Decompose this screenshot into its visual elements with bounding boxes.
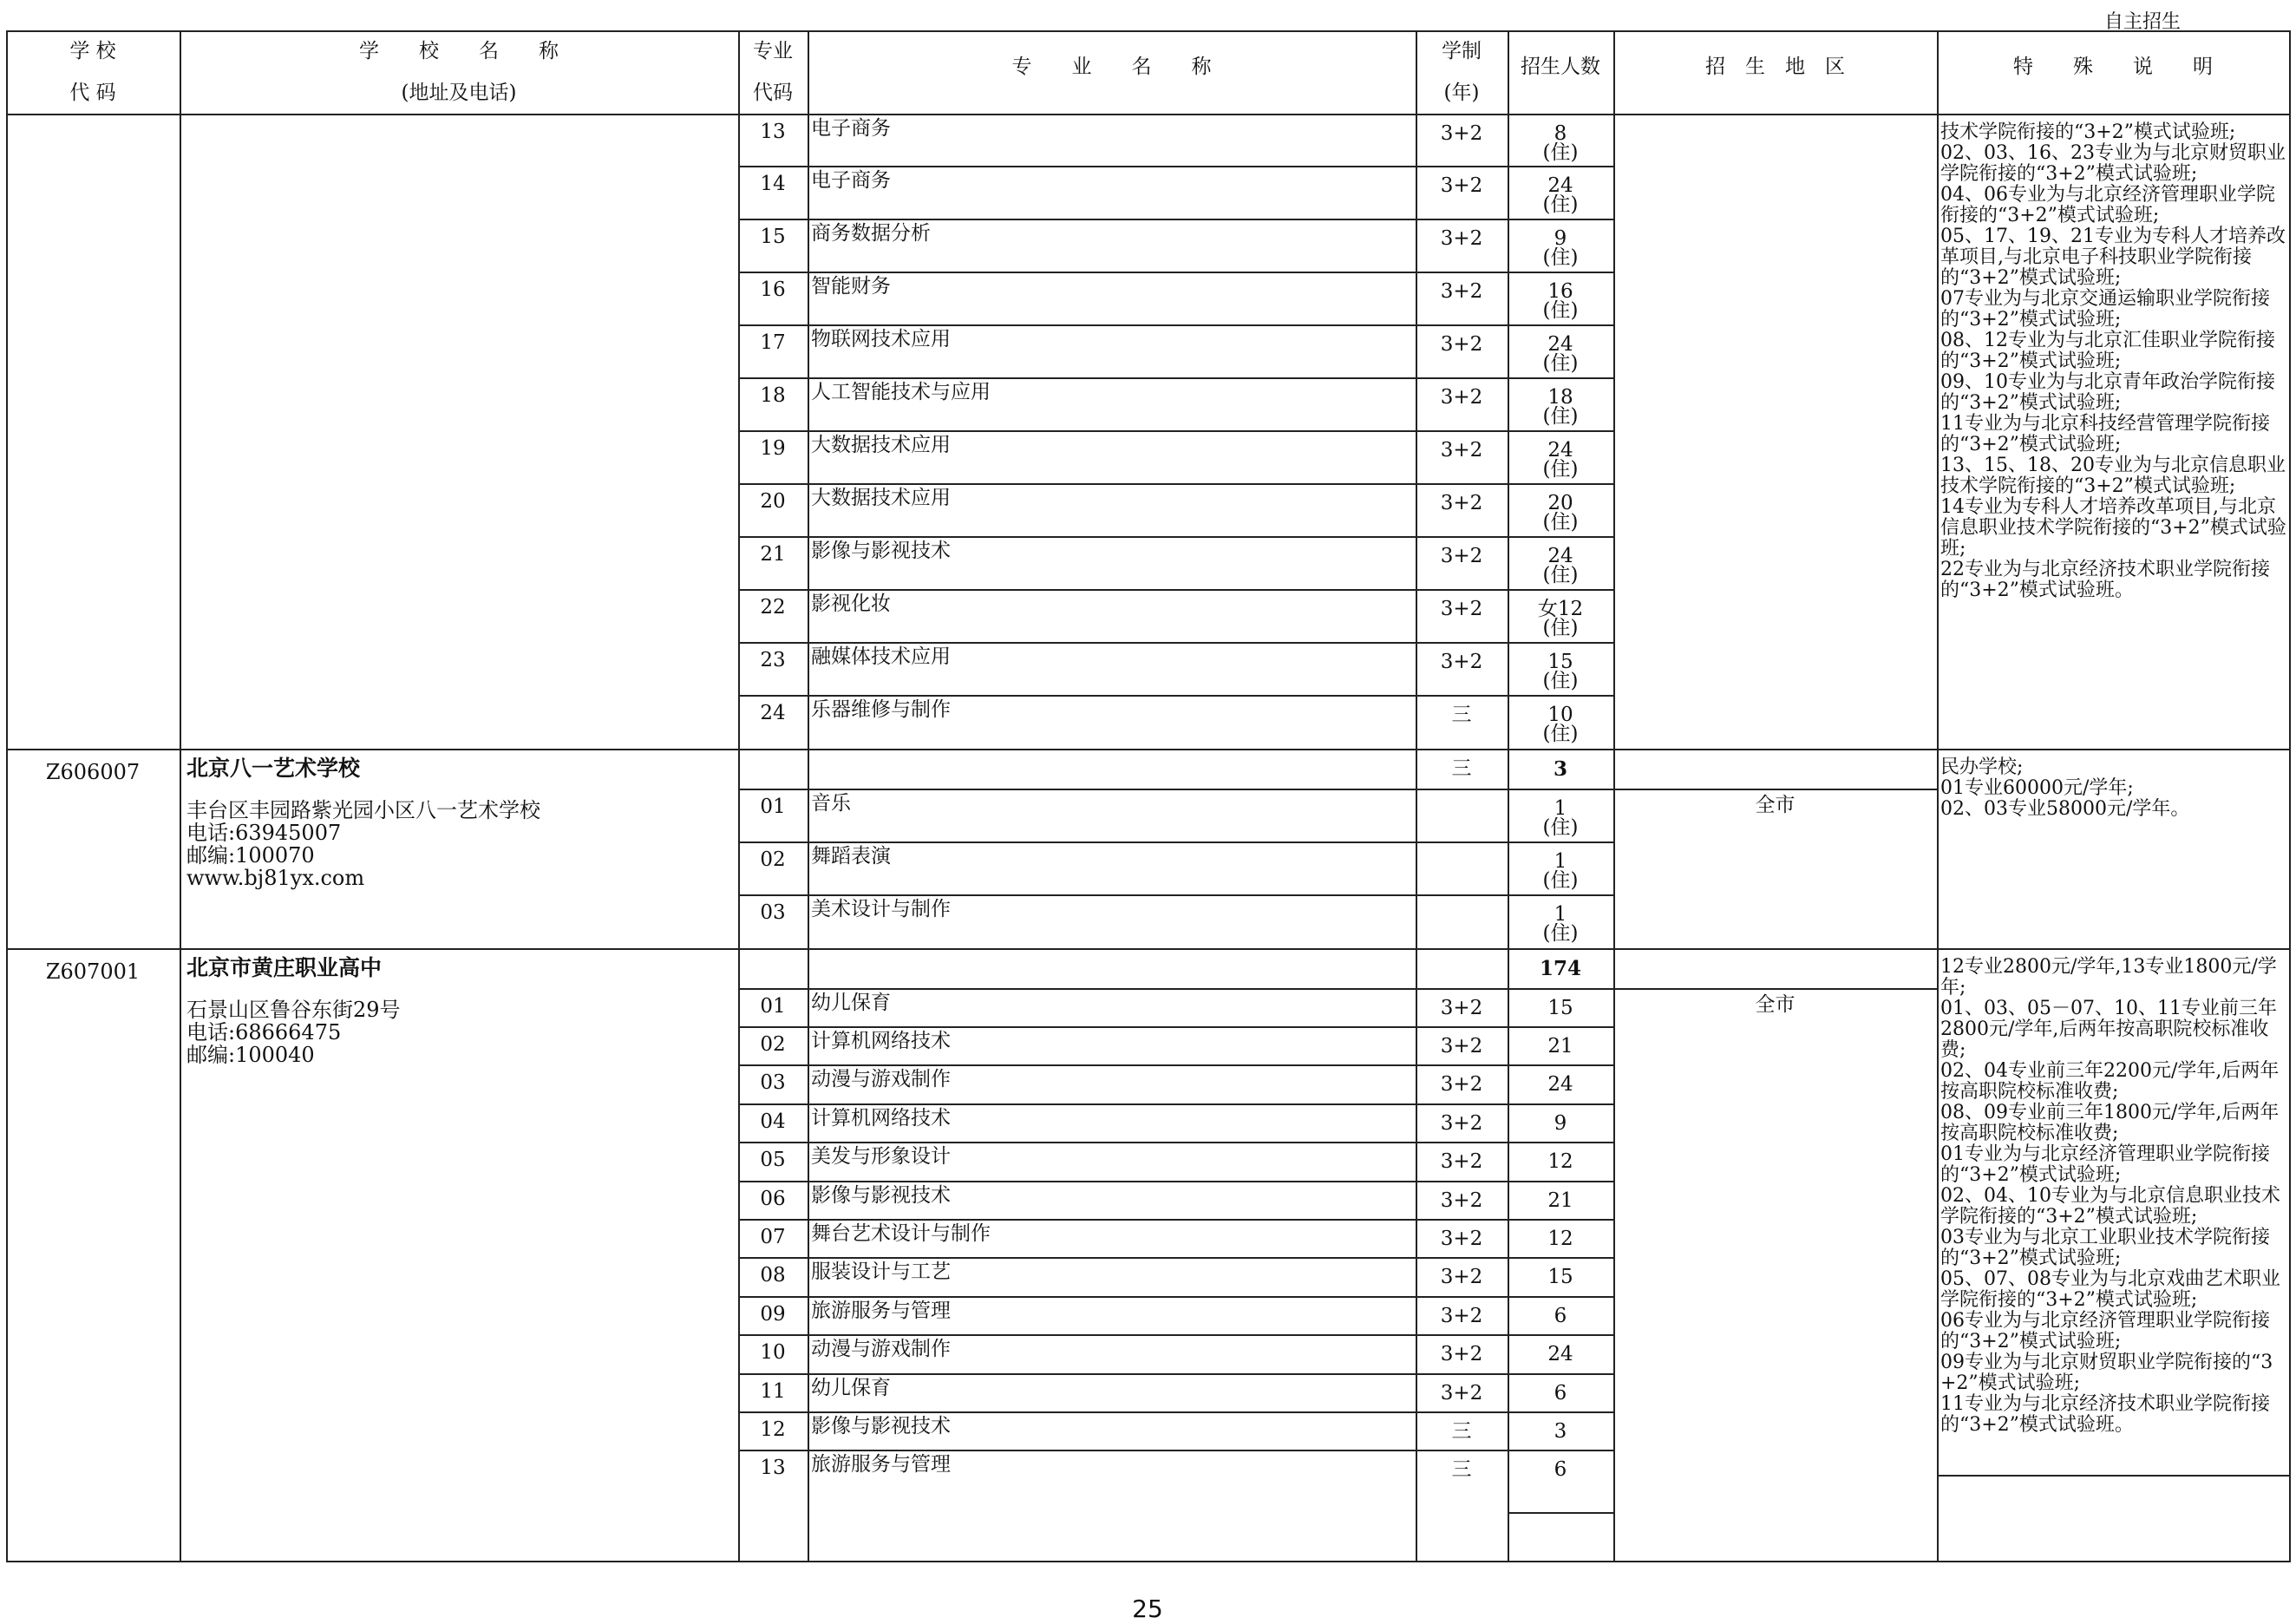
header-school-name-sub: (地址及电话) [401,82,517,104]
major-code: 13 [760,121,786,143]
boarding-note: (住) [1542,246,1579,269]
grid-line-horizontal [738,272,1615,273]
grid-line-horizontal [738,377,1615,379]
boarding-note: (住) [1542,617,1579,639]
header-school-code: 学 校 [69,40,116,62]
major-name: 舞蹈表演 [811,845,891,868]
grid-line-horizontal [738,1296,1615,1298]
major-duration: 3+2 [1440,651,1483,673]
major-code: 15 [760,226,786,248]
page-tag: 自主招生 [2103,11,2181,33]
major-code: 14 [760,173,786,195]
grid-line-horizontal [738,988,1615,990]
special-notes: 技术学院衔接的“3+2”模式试验班; 02、03、16、23专业为与北京财贸职业学院衔接的“3+2”模式试验班; 04、06专业为与北京经济管理职业学院衔接的“3+2”模式试验班; 05、17、19、21专业为专科人才培养改革项目,与北京电子科技职业学院衔接的“3+2”模式试验班; 07专业为与北京交通运输职业学院衔接的“3+2”模式试验班; 08、12专业为与北京汇佳职业学院衔接的“3+2”模式试验班; 09、10专业为与北京青年政治学院衔接的“3+2”模式试验班; 11专业为与北京科技经营管理学院衔接的“3+2”模式试验班; 13、15、18、20专业为与北京信息职业技术学院衔接的“3+2”模式试验班; 14专业为专科人才培养改革项目,与北京信息职业技术学院衔接的“3+2”模式试验班; 22专业为与北京经济技术职业学院衔接的“3+2”模式试验班。 [1940,121,2286,601]
enrollment-count: 24 [1547,174,1573,197]
header-duration-sub: (年) [1443,82,1480,104]
major-code: 23 [760,649,786,671]
header-notes: 特 殊 说 明 [2013,56,2213,78]
enrollment-count: 18 [1547,386,1573,409]
boarding-note: (住) [1542,193,1579,216]
boarding-note: (住) [1542,141,1579,164]
major-name: 服装设计与工艺 [811,1261,951,1283]
major-code: 12 [760,1418,786,1441]
grid-line-horizontal [738,1411,1615,1413]
major-code: 02 [760,848,786,871]
header-duration: 学制 [1442,40,1482,62]
enrollment-count: 12 [1547,1228,1573,1250]
school-address-line: 电话:68666475 [186,1020,342,1044]
school-name: 北京八一艺术学校 [186,756,361,781]
grid-line-horizontal [1613,988,1939,990]
school-address-line: 电话:63945007 [186,821,342,845]
header-major-code-sub: 代码 [753,82,793,104]
header-region: 招 生 地 区 [1705,56,1845,78]
major-name: 动漫与游戏制作 [811,1338,951,1360]
boarding-note: (住) [1542,723,1579,745]
major-duration: 3+2 [1440,174,1483,197]
grid-line-horizontal [1508,1512,1615,1514]
major-name: 融媒体技术应用 [811,645,951,668]
school-info [186,757,540,889]
enrollment-count: 6 [1554,1305,1567,1327]
grid-line-horizontal [738,642,1615,644]
major-name: 电子商务 [811,169,891,192]
major-name: 音乐 [811,792,851,815]
header-enrollment: 招生人数 [1521,56,1600,78]
major-name: 幼儿保育 [811,992,891,1014]
grid-line-horizontal [738,1334,1615,1336]
grid-line-horizontal [738,1064,1615,1066]
major-duration: 3+2 [1440,1189,1483,1212]
grid-line-horizontal [738,789,1615,790]
major-name: 计算机网络技术 [811,1030,951,1052]
header-major-name: 专 业 名 称 [1011,56,1212,78]
major-name: 物联网技术应用 [811,328,951,350]
major-name: 舞台艺术设计与制作 [811,1222,991,1245]
boarding-note: (住) [1542,458,1579,481]
major-duration: 三 [1451,704,1472,726]
major-name: 旅游服务与管理 [811,1453,951,1476]
grid-line-horizontal [6,948,2291,950]
enrollment-count: 9 [1554,1112,1567,1135]
major-duration: 3+2 [1440,1382,1483,1405]
major-name: 计算机网络技术 [811,1107,951,1130]
grid-line-horizontal [1613,789,1939,790]
school-address-line: 石景山区鲁谷东街29号 [186,998,401,1022]
major-code: 01 [760,796,786,818]
major-code: 19 [760,437,786,460]
grid-line-horizontal [738,1257,1615,1259]
enrollment-count: 8 [1554,122,1567,145]
grid-line-horizontal [738,1142,1615,1143]
grid-line-horizontal [738,1181,1615,1182]
major-code: 05 [760,1149,786,1171]
major-duration: 3+2 [1440,386,1483,409]
major-name: 旅游服务与管理 [811,1300,951,1322]
major-code: 18 [760,384,786,407]
major-duration: 3+2 [1440,598,1483,620]
special-notes: 民办学校; 01专业60000元/学年; 02、03专业58000元/学年。 [1940,756,2190,820]
grid-line-vertical [1416,30,1417,1561]
major-code: 21 [760,543,786,566]
header-school-name: 学 校 名 称 [359,40,559,62]
major-duration: 3+2 [1440,439,1483,462]
boarding-note: (住) [1542,816,1579,839]
grid-line-horizontal [738,430,1615,432]
school-address-line: www.bj81yx.com [186,866,365,890]
enrollment-count: 24 [1547,1343,1573,1365]
grid-line-horizontal [738,166,1615,167]
header-major-code: 专业 [753,40,793,62]
enrollment-count: 24 [1547,545,1573,567]
major-duration: 3+2 [1440,1305,1483,1327]
major-name: 影像与影视技术 [811,1184,951,1207]
header-school-code-sub: 代 码 [69,82,116,104]
grid-line-vertical [180,30,181,1561]
major-name: 大数据技术应用 [811,434,951,456]
major-name: 人工智能技术与应用 [811,381,991,403]
major-name: 影视化妆 [811,593,891,615]
boarding-note: (住) [1542,564,1579,586]
grid-line-horizontal [738,536,1615,538]
major-code: 08 [760,1264,786,1287]
special-notes: 12专业2800元/学年,13专业1800元/学年; 01、03、05－07、10、11专业前三年2800元/学年,后两年按高职院校标准收费; 02、04专业前三年2200元/学年,后两年按高职院校标准收费; 08、09专业前三年1800元/学年,后两年按高职院校标准收费; 01专业为与北京经济管理职业学院衔接的“3+2”模式试验班; 02、04、10专业为与北京信息职业技术学院衔接的“3+2”模式试验班; 03专业为与北京工业职业技术学院衔接的“3+2”模式试验班; 05、07、08专业为与北京戏曲艺术职业学院衔接的“3+2”模式试验班; 06专业为与北京经济管理职业学院衔接的“3+2”模式试验班; 09专业为与北京财贸职业学院衔接的“3+2”模式试验班; 11专业为与北京经济技术职业学院衔接的“3+2”模式试验班。 [1940,956,2280,1436]
major-code: 03 [760,1071,786,1094]
grid-line-vertical [738,30,740,1561]
major-duration: 3+2 [1440,997,1483,1019]
major-code: 10 [760,1341,786,1364]
enrollment-count: 女12 [1537,598,1584,620]
major-duration: 3+2 [1440,227,1483,250]
major-name: 影像与影视技术 [811,1415,951,1437]
major-duration: 3+2 [1440,1112,1483,1135]
enrollment-count: 9 [1554,227,1567,250]
grid-line-horizontal [738,841,1615,843]
boarding-note: (住) [1542,922,1579,945]
enrollment-count: 15 [1547,997,1573,1019]
boarding-note: (住) [1542,299,1579,322]
grid-line-horizontal [738,894,1615,896]
enrollment-count: 21 [1547,1035,1573,1058]
grid-line-horizontal [6,749,2291,750]
major-code: 06 [760,1188,786,1210]
major-code: 22 [760,596,786,619]
major-code: 09 [760,1303,786,1326]
boarding-note: (住) [1542,670,1579,692]
major-code: 02 [760,1033,786,1056]
grid-line-vertical [808,30,809,1561]
major-duration: 3+2 [1440,1266,1483,1288]
major-name: 影像与影视技术 [811,540,951,562]
major-duration: 3+2 [1440,545,1483,567]
enrollment-count: 15 [1547,651,1573,673]
school-address-line: 邮编:100040 [186,1043,315,1067]
major-name: 美发与形象设计 [811,1145,951,1168]
major-name: 电子商务 [811,117,891,140]
enrollment-count: 24 [1547,439,1573,462]
major-duration: 3+2 [1440,1073,1483,1096]
enrollment-count: 15 [1547,1266,1573,1288]
major-code: 04 [760,1110,786,1133]
major-duration: 3+2 [1440,333,1483,356]
school-address-line: 丰台区丰园路紫光园小区八一艺术学校 [186,798,540,822]
major-name: 商务数据分析 [811,222,931,245]
enrollment-count: 1 [1554,903,1567,926]
major-name: 动漫与游戏制作 [811,1068,951,1090]
major-duration: 3+2 [1440,1035,1483,1058]
enrollment-count: 20 [1547,492,1573,514]
region: 全市 [1755,794,1796,816]
grid-line-horizontal [738,324,1615,326]
major-code: 20 [760,490,786,513]
grid-line-horizontal [738,1373,1615,1375]
major-code: 13 [760,1457,786,1479]
school-info [186,957,401,1066]
major-duration: 3+2 [1440,122,1483,145]
enrollment-count: 21 [1547,1189,1573,1212]
major-duration: 3+2 [1440,1150,1483,1173]
enrollment-count: 24 [1547,1073,1573,1096]
major-duration: 三 [1451,1458,1472,1481]
enrollment-count: 1 [1554,850,1567,873]
grid-line-horizontal [1937,1475,2291,1477]
major-name: 幼儿保育 [811,1377,891,1399]
total-enrollment: 174 [1539,957,1581,980]
major-code: 24 [760,702,786,724]
region: 全市 [1755,993,1796,1016]
grid-line-horizontal [738,589,1615,591]
major-code: 03 [760,901,786,924]
boarding-note: (住) [1542,352,1579,375]
major-name: 智能财务 [811,275,891,298]
enrollment-count: 3 [1554,1420,1567,1443]
grid-line-vertical [1937,30,1939,1561]
major-code: 11 [760,1380,786,1403]
enrollment-count: 6 [1554,1382,1567,1405]
major-name: 大数据技术应用 [811,487,951,509]
major-duration: 3+2 [1440,1228,1483,1250]
grid-line-horizontal [738,1219,1615,1221]
boarding-note: (住) [1542,511,1579,534]
grid-line-horizontal [738,1103,1615,1105]
school-address-line: 邮编:100070 [186,843,315,868]
major-duration: 3+2 [1440,492,1483,514]
enrollment-count: 10 [1547,704,1573,726]
grid-line-horizontal [738,1450,1615,1451]
major-duration: 3+2 [1440,280,1483,303]
major-duration: 三 [1451,1420,1472,1443]
grid-line-horizontal [738,1026,1615,1028]
major-code: 07 [760,1226,786,1248]
school-code: Z606007 [45,760,141,784]
enrollment-count: 1 [1554,797,1567,820]
boarding-note: (住) [1542,405,1579,428]
enrollment-count: 24 [1547,333,1573,356]
grid-line-horizontal [738,695,1615,697]
enrollment-count: 16 [1547,280,1573,303]
boarding-note: (住) [1542,869,1579,892]
major-code: 17 [760,331,786,354]
enrollment-count: 12 [1547,1150,1573,1173]
major-code: 01 [760,995,786,1018]
school-code: Z607001 [45,959,141,984]
grid-line-horizontal [738,219,1615,220]
total-duration: 三 [1451,757,1472,780]
school-name: 北京市黄庄职业高中 [186,955,383,980]
major-name: 美术设计与制作 [811,898,951,920]
major-duration: 3+2 [1440,1343,1483,1365]
grid-line-horizontal [738,483,1615,485]
major-code: 16 [760,278,786,301]
grid-line-horizontal [6,114,2291,115]
enrollment-count: 6 [1554,1458,1567,1481]
page-number: 25 [1132,1595,1163,1623]
major-name: 乐器维修与制作 [811,698,951,721]
total-enrollment: 3 [1553,757,1567,781]
